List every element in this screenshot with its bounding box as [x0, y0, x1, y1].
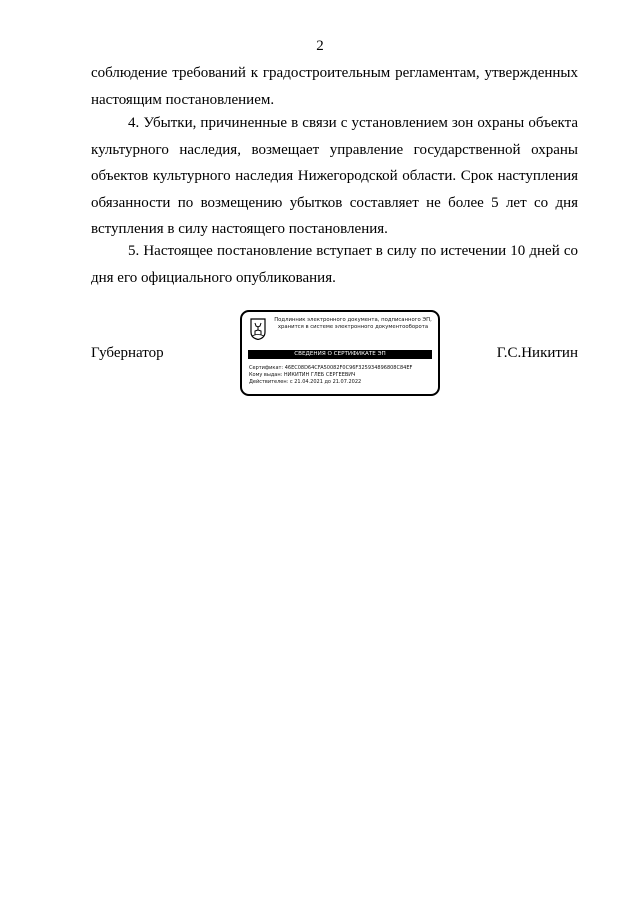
signatory-role: Губернатор	[91, 345, 164, 361]
electronic-signature-stamp	[240, 310, 440, 396]
page-number: 2	[316, 38, 324, 54]
certificate-value: 46EC08D64CFA50082F0C96F325934896808C84EF	[284, 365, 413, 371]
certificate-row	[249, 365, 435, 372]
validity-row	[249, 379, 435, 386]
issued-to-label: Кому выдан:	[249, 372, 283, 378]
issued-to-value: НИКИТИН ГЛЕБ СЕРГЕЕВИЧ	[283, 372, 356, 378]
stamp-details	[249, 365, 435, 386]
validity-label: Действителен:	[249, 379, 289, 385]
signatory-name: Г.С.Никитин	[496, 345, 578, 361]
stamp-header	[270, 317, 436, 331]
validity-value: с 21.04.2021 до 21.07.2022	[289, 379, 362, 385]
paragraph-5: 5. Настоящее постановление вступает в силу по истечении 10 дней со дня его официального опубликования.	[91, 243, 578, 286]
certificate-label: Сертификат:	[249, 365, 284, 371]
stamp-header-line-1: Подлинник электронного документа, подписанного ЭП,	[274, 317, 432, 323]
stamp-banner: СВЕДЕНИЯ О СЕРТИФИКАТЕ ЭП	[248, 350, 432, 359]
stamp-header-line-2: хранится в системе электронного документооборота	[277, 324, 429, 330]
issued-to-row	[249, 372, 435, 379]
paragraph-4: 4. Убытки, причиненные в связи с установлением зон охраны объекта культурного наследия, возмещает управление государственной охраны объектов культурного наследия Нижегородской области. Срок наступления обязанности по возмещению убытков составляет не более 5 лет со дня вступления в силу настоящего постановления.	[91, 115, 578, 237]
paragraph-continuation: соблюдение требований к градостроительным регламентам, утвержденных настоящим постановлением.	[91, 65, 578, 108]
deer-emblem-icon	[250, 318, 266, 340]
